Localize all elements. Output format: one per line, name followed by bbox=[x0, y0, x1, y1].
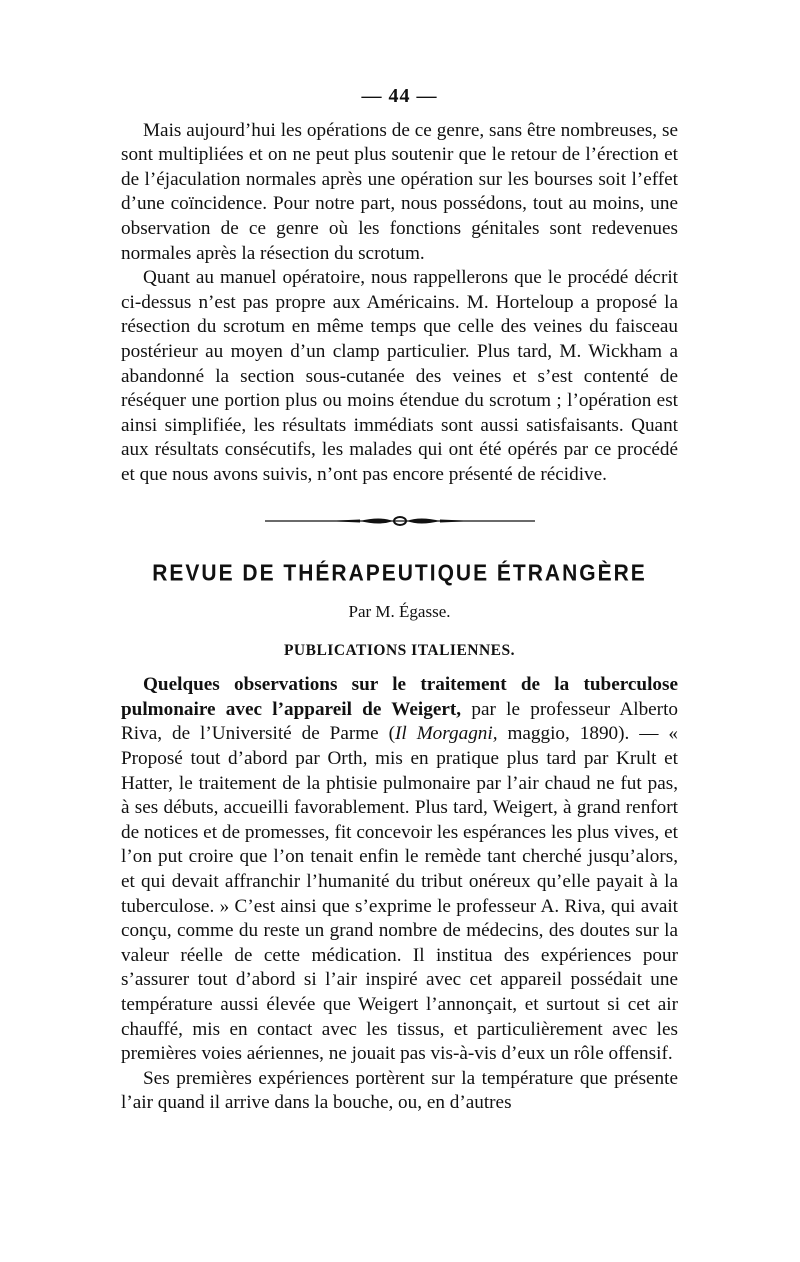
article-paragraph-last: Ses premières expériences portèrent sur la température que présente l’air quand il arrive dans la bouche, ou, en d’autres bbox=[121, 1067, 678, 1114]
ornamental-divider bbox=[121, 514, 678, 528]
article-lead-title: Quelques observations sur le traitement de la tuberculose pulmonaire avec l’appareil de Weigert, bbox=[121, 674, 678, 720]
article-paragraph bbox=[121, 673, 678, 1067]
intro-paragraph-2: Quant au manuel opératoire, nous rappellerons que le procédé décrit ci-dessus n’est pas propre aux Américains. M. Horteloup a proposé la résection du scrotum en même temps que celle des veines du faisceau postérieur au moyen d’un clamp particulier. Plus tard, M. Wickham a abandonné la section sous-cutanée des veines et s’est contenté de réséquer une portion plus ou moins étendue du scrotum ; l’opération est ainsi simplifiée, les résultats immédiats sont aussi satisfaisants. Quant aux résultats consécutifs, les malades qui ont été opérés par ce procédé et que nous avons suivis, n’ont pas encore présenté de récidive. bbox=[121, 267, 678, 485]
page-number: — 44 — bbox=[361, 85, 438, 107]
article-text-before-italic: par le professeur Alberto Riva, de l’Université de Parme ( bbox=[121, 698, 678, 745]
section-title: REVUE DE THÉRAPEUTIQUE ÉTRANGÈRE bbox=[152, 560, 647, 586]
section-byline: Par M. Égasse. bbox=[348, 602, 451, 622]
divider-ornament-icon bbox=[265, 514, 535, 528]
article-journal-title: Il Morgagni, bbox=[395, 723, 498, 745]
article-text-after-italic: maggio, 1890). — « Proposé tout d’abord par Orth, mis en pratique plus tard par Krult et Hatter, le traitement de la phtisie pulmonaire par l’air chaud ne fut pas, à ses débuts, accueilli favorablement. Plus tard, Weigert, à grand renfort de notices et de promesses, fit concevoir les espérances les plus vives, et l’on put croire que l’on tenait enfin le remède tant cherché jusqu’alors, et qui devait affranchir l’humanité du tribut onéreux qu’elle payait à la tuberculose. » C’est ainsi que s’exprime le professeur A. Riva, qui avait conçu, comme du reste un grand nombre de médecins, des doutes sur la valeur réelle de cette médication. Il institua des expériences pour s’assurer tout d’abord si l’air inspiré avec cet appareil possédait une température aussi élevée que Weigert l’annonçait, et surtout si cet air chauffé, mis en contact avec les tissus, et particulièrement avec les premières voies aériennes, ne jouait pas vis-à-vis d’eux un rôle offensif. bbox=[121, 723, 678, 1065]
intro-paragraph-1: Mais aujourd’hui les opérations de ce genre, sans être nombreuses, se sont multipliées et on ne peut plus soutenir que le retour de l’érection et de l’éjaculation normales après une opération sur les bourses soit l’effet d’une coïncidence. Pour notre part, nous possédons, tout au moins, une observation de ce genre où les fonctions génitales sont redevenues normales après la résection du scrotum. bbox=[121, 119, 678, 264]
page bbox=[121, 84, 678, 1116]
subsection-heading: PUBLICATIONS ITALIENNES. bbox=[283, 641, 516, 659]
